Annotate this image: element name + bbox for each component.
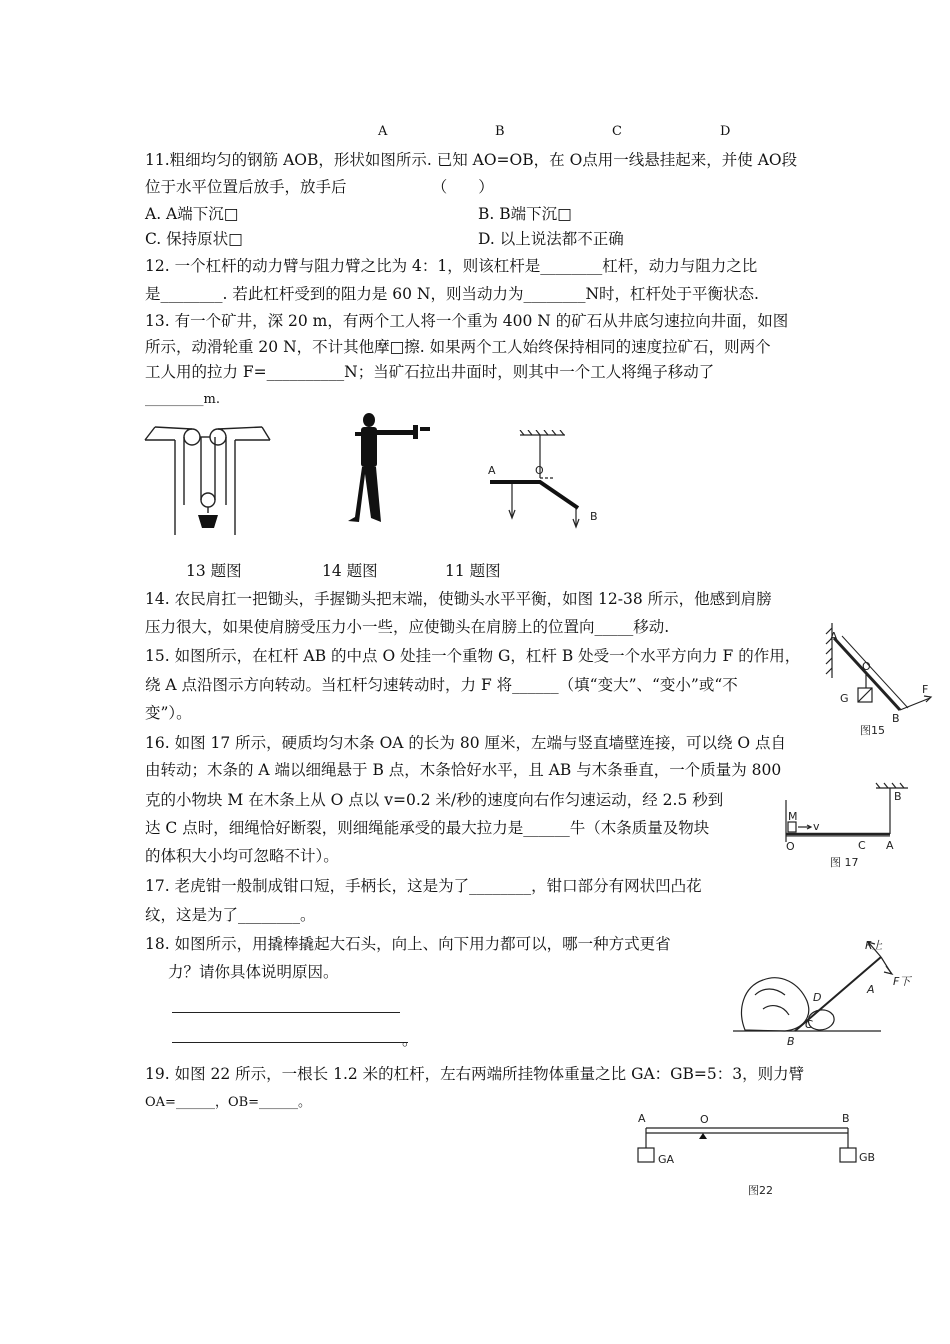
q16-line4: 达 C 点时，细绳恰好断裂，则细绳能承受的最大拉力是______牛（木条质量及物块 <box>145 819 710 837</box>
q11-option-a: A. A端下沉□ <box>145 205 239 223</box>
figure-11-bent-lever <box>480 430 610 530</box>
fig18-label-a: A <box>867 983 875 996</box>
q13-line3: 工人用的拉力 F=__________N；当矿石拉出井面时，则其中一个工人将绳子移动了 <box>145 363 715 381</box>
q13-line1: 13. 有一个矿井，深 20 m，有两个工人将一个重为 400 N 的矿石从井底匀速拉向井面，如图 <box>145 312 789 330</box>
q18-end-mark: 。 <box>402 1031 418 1049</box>
figure-18-crowbar <box>733 935 918 1050</box>
q11-option-d: D. 以上说法都不正确 <box>478 230 624 248</box>
fig22-label-ga: GA <box>658 1153 675 1166</box>
q14-line1: 14. 农民肩扛一把锄头，手握锄头把末端，使锄头水平平衡，如图 12-38 所示，他感到肩膀 <box>145 590 772 608</box>
fig17-label-o: O <box>786 840 795 853</box>
fig17-label-c: C <box>858 839 866 852</box>
q19-line1: 19. 如图 22 所示，一根长 1.2 米的杠杆，左右两端所挂物体重量之比 GA：GB=5：3，则力臂 <box>145 1065 805 1083</box>
fig17-label-a: A <box>886 839 894 852</box>
fig17-label-m: M <box>788 810 798 823</box>
q18-answer-line-1[interactable] <box>172 1012 400 1013</box>
q13-line4: _________m. <box>145 392 220 407</box>
figure-13-pulley-well <box>140 415 280 540</box>
caption-fig11: 11 题图 <box>445 562 501 580</box>
fig18-label-f-down: F下 <box>893 975 911 988</box>
fig22-label-o: O <box>700 1113 709 1126</box>
q15-line3: 变”）。 <box>145 704 192 722</box>
fig18-label-d: D <box>813 991 822 1004</box>
q11-line1: 11.粗细均匀的钢筋 AOB，形状如图所示. 已知 AO=OB，在 O点用一线悬挂起来，并使 AO段 <box>145 151 798 169</box>
fig15-label-b: B <box>892 712 900 725</box>
q19-line2: OA=______，OB=______。 <box>145 1095 312 1110</box>
figure-17-beam <box>778 782 918 874</box>
q14-line2: 压力很大，如果使肩膀受压力小一些，应使锄头在肩膀上的位置向_____移动. <box>145 618 670 636</box>
q11-option-c: C. 保持原状□ <box>145 230 243 248</box>
q18-line2: 力？请你具体说明原因。 <box>168 963 339 981</box>
fig15-caption: 图15 <box>860 724 885 737</box>
caption-fig13: 13 题图 <box>186 562 242 580</box>
fig22-label-a: A <box>638 1112 646 1125</box>
fig22-label-gb: GB <box>859 1151 876 1164</box>
fig15-label-g: G <box>840 692 849 705</box>
q15-line2: 绕 A 点沿图示方向转动。当杠杆匀速转动时，力 F 将______（填“变大”、“变小”或“不 <box>145 676 738 694</box>
q11-option-b: B. B端下沉□ <box>478 205 572 223</box>
q12-line2: 是________. 若此杠杆受到的阻力是 60 N，则当动力为________N时，杠杆处于平衡状态. <box>145 285 759 303</box>
q18-answer-line-2[interactable] <box>172 1042 408 1043</box>
q18-line1: 18. 如图所示，用撬棒撬起大石头，向上、向下用力都可以，哪一种方式更省 <box>145 935 671 953</box>
fig15-label-a: A <box>830 630 838 643</box>
fig11-label-b: B <box>590 510 598 523</box>
q12-line1: 12. 一个杠杆的动力臂与阻力臂之比为 4：1，则该杠杆是________杠杆，动力与阻力之比 <box>145 257 758 275</box>
q16-line3: 克的小物块 M 在木条上从 O 点以 v=0.2 米/秒的速度向右作匀速运动，经 2.5 秒到 <box>145 791 724 809</box>
q15-line1: 15. 如图所示，在杠杆 AB 的中点 O 处挂一个重物 G，杠杆 B 处受一个水平方向力 F 的作用， <box>145 647 801 665</box>
fig22-label-b: B <box>842 1112 850 1125</box>
fig22-caption: 图22 <box>748 1184 773 1197</box>
fig18-label-b: B <box>787 1035 795 1048</box>
q17-line1: 17. 老虎钳一般制成钳口短，手柄长，这是为了________，钳口部分有网状凹凸花 <box>145 877 702 895</box>
fig11-label-a: A <box>488 464 496 477</box>
q13-line2: 所示，动滑轮重 20 N，不计其他摩□擦. 如果两个工人始终保持相同的速度拉矿石，则两个 <box>145 338 771 356</box>
fig18-label-c: C <box>805 1018 813 1031</box>
caption-fig14: 14 题图 <box>322 562 378 580</box>
option-label-b: B <box>495 124 505 139</box>
figure-14-farmer <box>345 412 440 527</box>
fig17-label-b: B <box>894 790 902 803</box>
q11-line2: 位于水平位置后放手，放手后 （ ） <box>145 178 494 196</box>
q16-line5: 的体积大小均可忽略不计）。 <box>145 847 339 865</box>
option-label-d: D <box>720 124 731 139</box>
fig17-label-v: v <box>813 820 820 833</box>
option-label-c: C <box>612 124 622 139</box>
fig11-label-o: O <box>535 464 544 477</box>
fig15-label-o: O <box>862 660 871 673</box>
figure-15-lever <box>822 618 937 740</box>
figure-22-balance <box>630 1108 890 1203</box>
fig15-label-f: F <box>922 683 929 696</box>
fig18-label-f-up: F上 <box>865 939 883 952</box>
q16-line1: 16. 如图 17 所示，硬质均匀木条 OA 的长为 80 厘米，左端与竖直墙壁连接，可以绕 O 点自 <box>145 734 787 752</box>
option-label-a: A <box>378 124 388 139</box>
q16-line2: 由转动；木条的 A 端以细绳悬于 B 点，木条恰好水平，且 AB 与木条垂直，一个质量为 800 <box>145 761 782 779</box>
fig17-caption: 图 17 <box>830 856 859 869</box>
q17-line2: 纹，这是为了________。 <box>145 906 316 924</box>
